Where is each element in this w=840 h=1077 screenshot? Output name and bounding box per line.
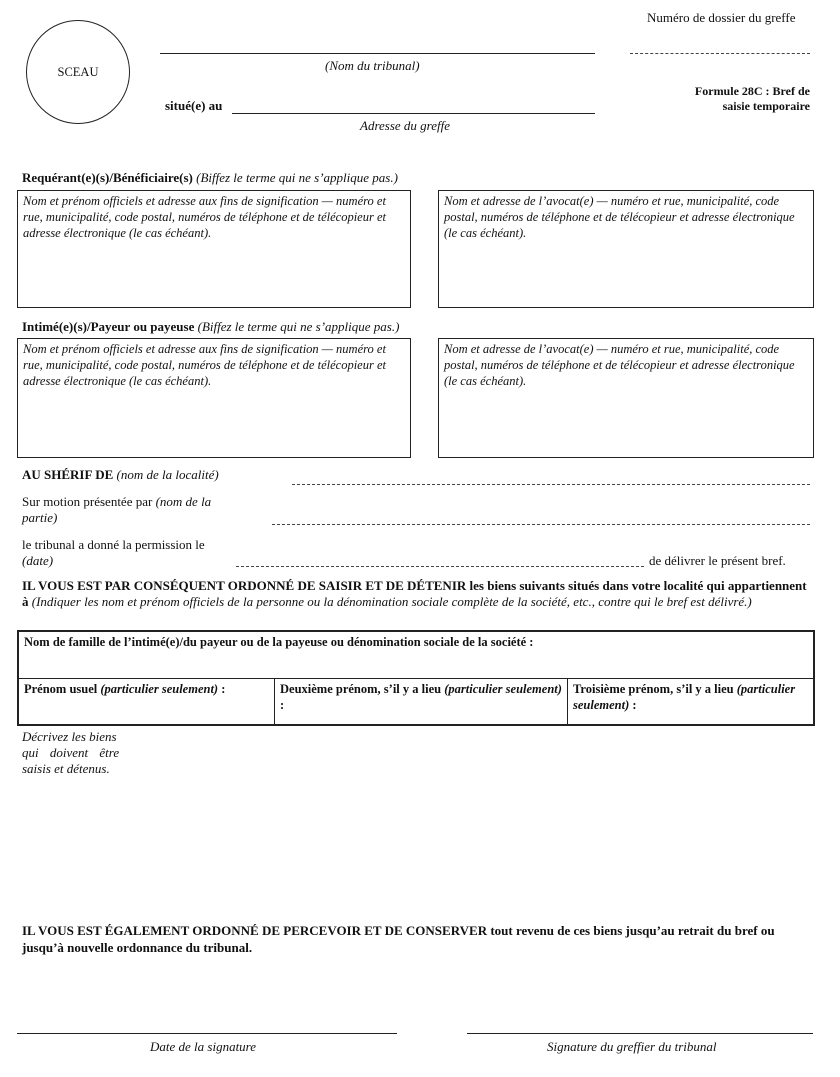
motion-label — [22, 494, 211, 526]
applicant-info-box[interactable]: Nom et prénom officiels et adresse aux fins de signification — numéro et rue, municipalité, code postal, numéros de téléphone et de télécopieur et adresse électronique (le cas échéant). — [17, 190, 411, 308]
second-name-note: (particulier seulement) — [444, 682, 562, 696]
collect-order-rest: tout revenu de ces biens jusqu’au retrait du bref ou jusqu’à nouvelle ordonnance du tribunal. — [22, 923, 775, 955]
applicant-heading-bold: Requérant(e)(s)/Bénéficiaire(s) — [22, 170, 193, 185]
seize-order — [22, 578, 814, 610]
court-name-line[interactable] — [160, 53, 595, 54]
respondent-name-table — [17, 630, 815, 726]
seal: SCEAU — [26, 20, 130, 124]
file-number-line[interactable] — [630, 53, 810, 54]
surname-label: Nom de famille de l’intimé(e)/du payeur ou de la payeuse ou dénomination sociale de la société : — [24, 635, 534, 649]
respondent-lawyer-box[interactable]: Nom et adresse de l’avocat(e) — numéro et rue, municipalité, code postal, numéros de téléphone et de télécopieur et adresse électronique (le cas échéant). — [438, 338, 814, 458]
motion-note-2: partie) — [22, 510, 58, 525]
sheriff-locality-line[interactable] — [292, 484, 810, 485]
permission-note: (date) — [22, 553, 54, 568]
registry-address-caption: Adresse du greffe — [360, 118, 451, 133]
located-at-label: situé(e) au — [165, 98, 223, 113]
describe-line2: qui doivent être — [22, 745, 120, 760]
first-name-note: (particulier seulement) — [100, 682, 219, 696]
applicant-lawyer-box[interactable]: Nom et adresse de l’avocat(e) — numéro et rue, municipalité, code postal, numéros de téléphone et de télécopieur et adresse électronique (le cas échéant). — [438, 190, 814, 308]
describe-line3: saisis et détenus. — [22, 761, 110, 776]
deliver-text: de délivrer le présent bref. — [649, 553, 786, 568]
describe-line1: Décrivez les biens — [22, 729, 117, 744]
permission-label — [22, 537, 205, 569]
seize-order-caps: IL VOUS EST PAR CONSÉQUENT ORDONNÉ DE SAISIR ET DE DÉTENIR — [22, 578, 467, 593]
clerk-signature-caption: Signature du greffier du tribunal — [547, 1039, 717, 1054]
applicant-heading-note: (Biffez le terme qui ne s’applique pas.) — [196, 170, 398, 185]
motion-label-text: Sur motion présentée par — [22, 494, 153, 509]
seize-order-note: (Indiquer les nom et prénom officiels de la personne ou la dénomination sociale complète de la société, etc., contre qui le bref est délivré.) — [31, 594, 752, 609]
first-name-colon: : — [218, 682, 226, 696]
file-number-label: Numéro de dossier du greffe — [647, 10, 796, 25]
respondent-heading-note: (Biffez le terme qui ne s’applique pas.) — [197, 319, 400, 334]
sheriff-label-bold: AU SHÉRIF DE — [22, 467, 114, 482]
third-name-colon: : — [629, 698, 637, 712]
form-title-line2: saisie temporaire — [722, 99, 810, 113]
describe-property-label — [22, 729, 132, 777]
signature-date-caption: Date de la signature — [150, 1039, 257, 1054]
motion-party-line[interactable] — [272, 524, 810, 525]
property-description-area[interactable] — [140, 730, 810, 910]
seize-order-rest: les biens suivants situés dans votre localité qui appartiennent à — [22, 578, 807, 609]
respondent-heading — [22, 319, 399, 335]
third-name-cell[interactable] — [568, 679, 813, 724]
second-name-label: Deuxième prénom, s’il y a lieu — [280, 682, 442, 696]
second-name-cell[interactable] — [275, 679, 568, 724]
clerk-signature-line[interactable] — [467, 1033, 813, 1034]
permission-label-text: le tribunal a donné la permission le — [22, 537, 205, 552]
third-name-note: (particulier seulement) — [573, 682, 796, 712]
third-name-label: Troisième prénom, s’il y a lieu — [573, 682, 734, 696]
form-title — [695, 84, 810, 114]
applicant-heading — [22, 170, 398, 186]
respondent-info-box[interactable]: Nom et prénom officiels et adresse aux fins de signification — numéro et rue, municipalité, code postal, numéros de téléphone et de télécopieur et adresse électronique (le cas échéant). — [17, 338, 411, 458]
court-name-caption: (Nom du tribunal) — [325, 58, 420, 73]
collect-order — [22, 922, 812, 956]
permission-date-line[interactable] — [236, 566, 644, 567]
second-name-colon: : — [280, 698, 285, 712]
sheriff-label-note: (nom de la localité) — [116, 467, 219, 482]
respondent-heading-bold: Intimé(e)(s)/Payeur ou payeuse — [22, 319, 195, 334]
registry-address-line[interactable] — [232, 113, 595, 114]
form-title-line1: Formule 28C : Bref de — [694, 84, 810, 98]
first-name-cell[interactable] — [19, 679, 275, 724]
sheriff-label — [22, 467, 219, 483]
signature-date-line[interactable] — [17, 1033, 397, 1034]
motion-note-1: (nom de la — [155, 494, 212, 509]
surname-cell[interactable] — [19, 632, 813, 679]
first-name-label: Prénom usuel — [24, 682, 98, 696]
collect-order-caps: IL VOUS EST ÉGALEMENT ORDONNÉ DE PERCEVOIR ET DE CONSERVER — [22, 923, 488, 938]
